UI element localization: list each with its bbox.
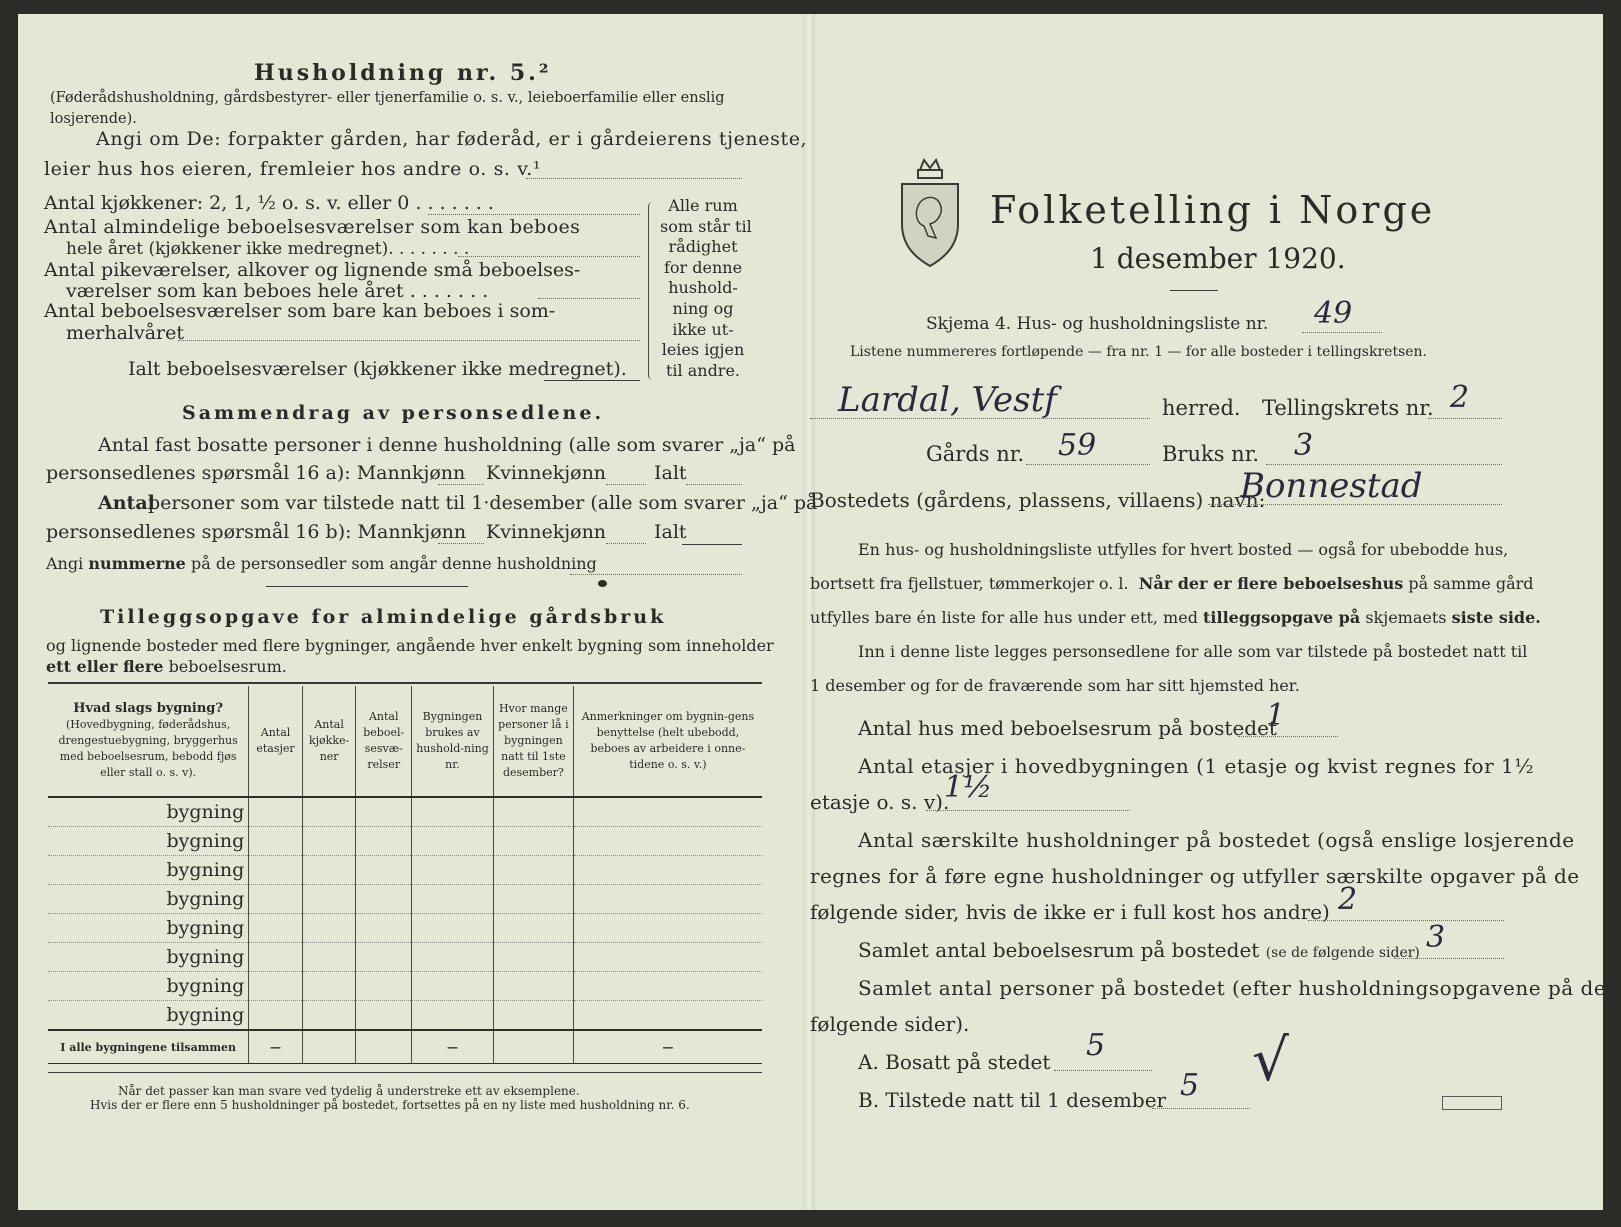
col-etasjer-header: Antal etasjer xyxy=(249,686,303,797)
q-hush-line xyxy=(1308,920,1504,921)
household-paren-note: (Føderådshusholdning, gårdsbestyrer- eller tjenerfamilie o. s. v., leieboerfamilie eller enslig losjerende). xyxy=(50,90,725,127)
q-pers-2: følgende sider). xyxy=(810,1012,970,1036)
tilstede-line-2: personsedlenes spørsmål 16 b): Mannkjønn xyxy=(46,521,467,543)
table-row: bygning xyxy=(48,885,762,914)
table-bottom-rule xyxy=(48,1072,762,1073)
footnote-2: Hvis der er flere enn 5 husholdninger på bostedet, fortsettes på en ny liste med husholdning nr. 6. xyxy=(90,1098,690,1112)
tilstede-mann-answer[interactable] xyxy=(438,543,484,544)
sammendrag-heading: Sammendrag av personsedlene. xyxy=(182,402,605,424)
q-hush-2: regnes for å føre egne husholdninger og utfyller særskilte opgaver på de xyxy=(810,864,1580,888)
tillegg-heading: Tilleggsopgave for almindelige gårdsbruk xyxy=(100,606,667,628)
sommer-label-2: merhalvåret xyxy=(66,322,185,344)
rooms-brace xyxy=(648,202,657,380)
q-rum-line xyxy=(1394,958,1504,959)
printer-stamp-icon xyxy=(1442,1096,1502,1110)
tilstede-ialt-answer[interactable] xyxy=(682,544,742,545)
skjema-number-line xyxy=(1302,332,1382,333)
bruks-value[interactable]: 3 xyxy=(1294,428,1314,463)
tilstede-kvinne-answer[interactable] xyxy=(606,543,646,544)
tellingskrets-line xyxy=(1428,418,1502,419)
tellingskrets-value[interactable]: 2 xyxy=(1450,380,1470,415)
q-hush-value[interactable]: 2 xyxy=(1338,882,1358,917)
b-tilstede-line xyxy=(1152,1108,1250,1109)
col-kjokkener-header: Antal kjøkke-ner xyxy=(302,686,356,797)
pike-label-2: værelser som kan beboes hele året . . . . . . . xyxy=(66,280,489,302)
instr-5: 1 desember og for de fraværende som har sitt hjemsted her. xyxy=(810,676,1300,695)
gards-label: Gårds nr. xyxy=(926,442,1025,466)
b-tilstede-value[interactable]: 5 xyxy=(1180,1068,1200,1103)
fast-kvinne-label: Kvinnekjønn xyxy=(486,462,607,484)
footnote-1: Når det passer kan man svare ved tydelig å understreke ett av eksemplene. xyxy=(118,1084,580,1098)
brace-note: Alle rum som står til rådighet for denne hushold- ning og ikke ut- leies igjen til andre. xyxy=(660,196,752,380)
fast-ialt-answer[interactable] xyxy=(686,484,742,485)
bruks-label: Bruks nr. xyxy=(1162,442,1260,466)
table-row: bygning xyxy=(48,827,762,856)
table-row: bygning xyxy=(48,972,762,1001)
tellingskrets-label: Tellingskrets nr. xyxy=(1262,396,1434,420)
q-etasjer-1: Antal etasjer i hovedbygningen (1 etasje og kvist regnes for 1½ xyxy=(858,754,1535,778)
sommer-label-1: Antal beboelsesværelser som bare kan beboes i som- xyxy=(44,300,556,322)
q-etasjer-value[interactable]: 1½ xyxy=(944,770,993,805)
angi-answer-line[interactable] xyxy=(526,178,742,179)
tilstede-kvinne-label: Kvinnekjønn xyxy=(486,521,607,543)
ink-dot xyxy=(598,580,607,587)
a-bosatt-label: A. Bosatt på stedet xyxy=(858,1050,1051,1074)
table-row: bygning xyxy=(48,856,762,885)
fast-ialt-label: Ialt xyxy=(654,462,687,484)
col-husholdning-header: Bygningen brukes av hushold-ning nr. xyxy=(412,686,494,797)
household-heading: Husholdning nr. 5.² xyxy=(254,60,552,86)
table-top-rule xyxy=(48,682,762,684)
tillegg-sub-1: og lignende bosteder med flere bygninger, angående hver enkelt bygning som inneholder xyxy=(46,636,774,655)
gards-line xyxy=(1026,464,1150,465)
ialt-rooms-answer[interactable] xyxy=(544,380,640,381)
col-personer-header: Hvor mange personer lå i bygningen natt til 1ste desember? xyxy=(493,686,573,797)
angi-line-1: Angi om De: forpakter gården, har føderåd, er i gårdeierens tjeneste, xyxy=(96,128,808,150)
tilstede-antal: Antal xyxy=(98,492,155,514)
total-label: I alle bygningene tilsammen xyxy=(48,1030,249,1064)
q-hush-3: følgende sider, hvis de ikke er i full kost hos andre) xyxy=(810,900,1330,924)
table-row: bygning xyxy=(48,1001,762,1031)
tillegg-sub-2: ett eller flere beboelsesrum. xyxy=(46,657,287,676)
angi-line-2: leier hus hos eieren, fremleier hos andre o. s. v.¹ xyxy=(44,158,542,180)
skjema-label: Skjema 4. Hus- og husholdningsliste nr. xyxy=(926,314,1269,334)
bosted-label: Bostedets (gårdens, plassens, villaens) navn: xyxy=(810,488,1266,512)
building-table xyxy=(48,686,762,1064)
instr-3: utfylles bare én liste for alle hus under ett, med tilleggsopgave på skjemaets siste side. xyxy=(810,608,1541,627)
almindelige-answer[interactable] xyxy=(458,256,640,257)
bosted-line xyxy=(1208,504,1502,505)
section-divider xyxy=(266,586,468,587)
tilstede-ialt-label: Ialt xyxy=(654,521,687,543)
a-bosatt-line xyxy=(1054,1070,1152,1071)
ialt-rooms-label: Ialt beboelsesværelser (kjøkkener ikke medregnet). xyxy=(128,358,627,380)
table-row: bygning xyxy=(48,914,762,943)
bosted-value[interactable]: Bonnestad xyxy=(1240,466,1423,506)
angi-nummerne-answer[interactable] xyxy=(570,574,742,575)
census-form-sheet xyxy=(18,14,1607,1210)
almindelige-label-1: Antal almindelige beboelsesværelser som kan beboes xyxy=(44,216,581,238)
q-hus-value[interactable]: 1 xyxy=(1266,698,1286,733)
tilstede-line-1: personer som var tilstede natt til 1·desember (alle som svarer „ja“ på xyxy=(148,492,818,514)
q-pers-1: Samlet antal personer på bostedet (efter husholdningsopgavene på de xyxy=(858,976,1607,1000)
instr-1: En hus- og husholdningsliste utfylles for hvert bosted — også for ubebodde hus, xyxy=(858,540,1509,559)
q-rum-label: Samlet antal beboelsesrum på bostedet (se de følgende sider) xyxy=(858,938,1420,962)
skjema-number[interactable]: 49 xyxy=(1314,296,1353,331)
table-row: bygning xyxy=(48,943,762,972)
sommer-answer[interactable] xyxy=(178,340,640,341)
kjokkener-answer[interactable] xyxy=(428,214,640,215)
herred-label: herred. xyxy=(1162,396,1241,420)
herred-value[interactable]: Lardal, Vestf xyxy=(838,380,1057,420)
col-anmerkninger-header: Anmerkninger om bygnin-gens benyttelse (helt ubebodd, beboes av arbeidere i onne-tidene o. s. v.) xyxy=(573,686,762,797)
almindelige-label-2: hele året (kjøkkener ikke medregnet). . . . . . . . xyxy=(66,239,470,259)
form-title: Folketelling i Norge xyxy=(990,188,1436,232)
b-tilstede-label: B. Tilstede natt til 1 desember xyxy=(858,1088,1167,1112)
kjokkener-label: Antal kjøkkener: 2, 1, ½ o. s. v. eller 0 . . . . . . . xyxy=(44,192,494,214)
q-hus-label: Antal hus med beboelsesrum på bostedet xyxy=(858,716,1277,740)
bruks-line xyxy=(1266,464,1502,465)
q-hus-line xyxy=(1238,736,1338,737)
gards-value[interactable]: 59 xyxy=(1058,428,1097,463)
q-hush-1: Antal særskilte husholdninger på bostedet (også enslige losjerende xyxy=(858,828,1575,852)
fast-mann-answer[interactable] xyxy=(438,484,484,485)
q-etasjer-2: etasje o. s. v). xyxy=(810,790,950,814)
norwegian-coat-of-arms-icon xyxy=(896,154,964,270)
col-bygning-header: Hvad slags bygning? (Hovedbygning, føderådshus, drengestuebygning, bryggerhus med beboelsesrum, bebodd fjøs eller stall o. s. v). xyxy=(48,686,249,797)
q-rum-value[interactable]: 3 xyxy=(1426,920,1446,955)
q-etasjer-line xyxy=(926,810,1130,811)
fast-kvinne-answer[interactable] xyxy=(606,484,646,485)
listene-note: Listene nummereres fortløpende — fra nr. 1 — for alle bosteder i tellingskretsen. xyxy=(850,344,1428,360)
check-mark-icon: √ xyxy=(1252,1026,1289,1094)
fast-line-2: personsedlenes spørsmål 16 a): Mannkjønn xyxy=(46,462,466,484)
pike-answer[interactable] xyxy=(538,298,640,299)
instr-4: Inn i denne liste legges personsedlene for alle som var tilstede på bostedet natt til xyxy=(858,642,1528,661)
fast-line-1: Antal fast bosatte personer i denne husholdning (alle som svarer „ja“ på xyxy=(98,434,796,456)
table-row: bygning xyxy=(48,797,762,827)
a-bosatt-value[interactable]: 5 xyxy=(1086,1028,1106,1063)
pike-label-1: Antal pikeværelser, alkover og lignende små beboelses- xyxy=(44,259,581,281)
herred-line xyxy=(810,418,1150,419)
instr-2: bortsett fra fjellstuer, tømmerkojer o. l. Når der er flere beboelseshus på samme gård xyxy=(810,574,1534,593)
title-underline xyxy=(1170,290,1218,291)
angi-nummerne: Angi nummerne på de personsedler som angår denne husholdning xyxy=(46,554,597,573)
col-beboelsesvaerelser-header: Antal beboel-sesvæ-relser xyxy=(356,686,412,797)
form-date: 1 desember 1920. xyxy=(1090,242,1346,275)
table-total-row: I alle bygningene tilsammen — — — xyxy=(48,1030,762,1064)
